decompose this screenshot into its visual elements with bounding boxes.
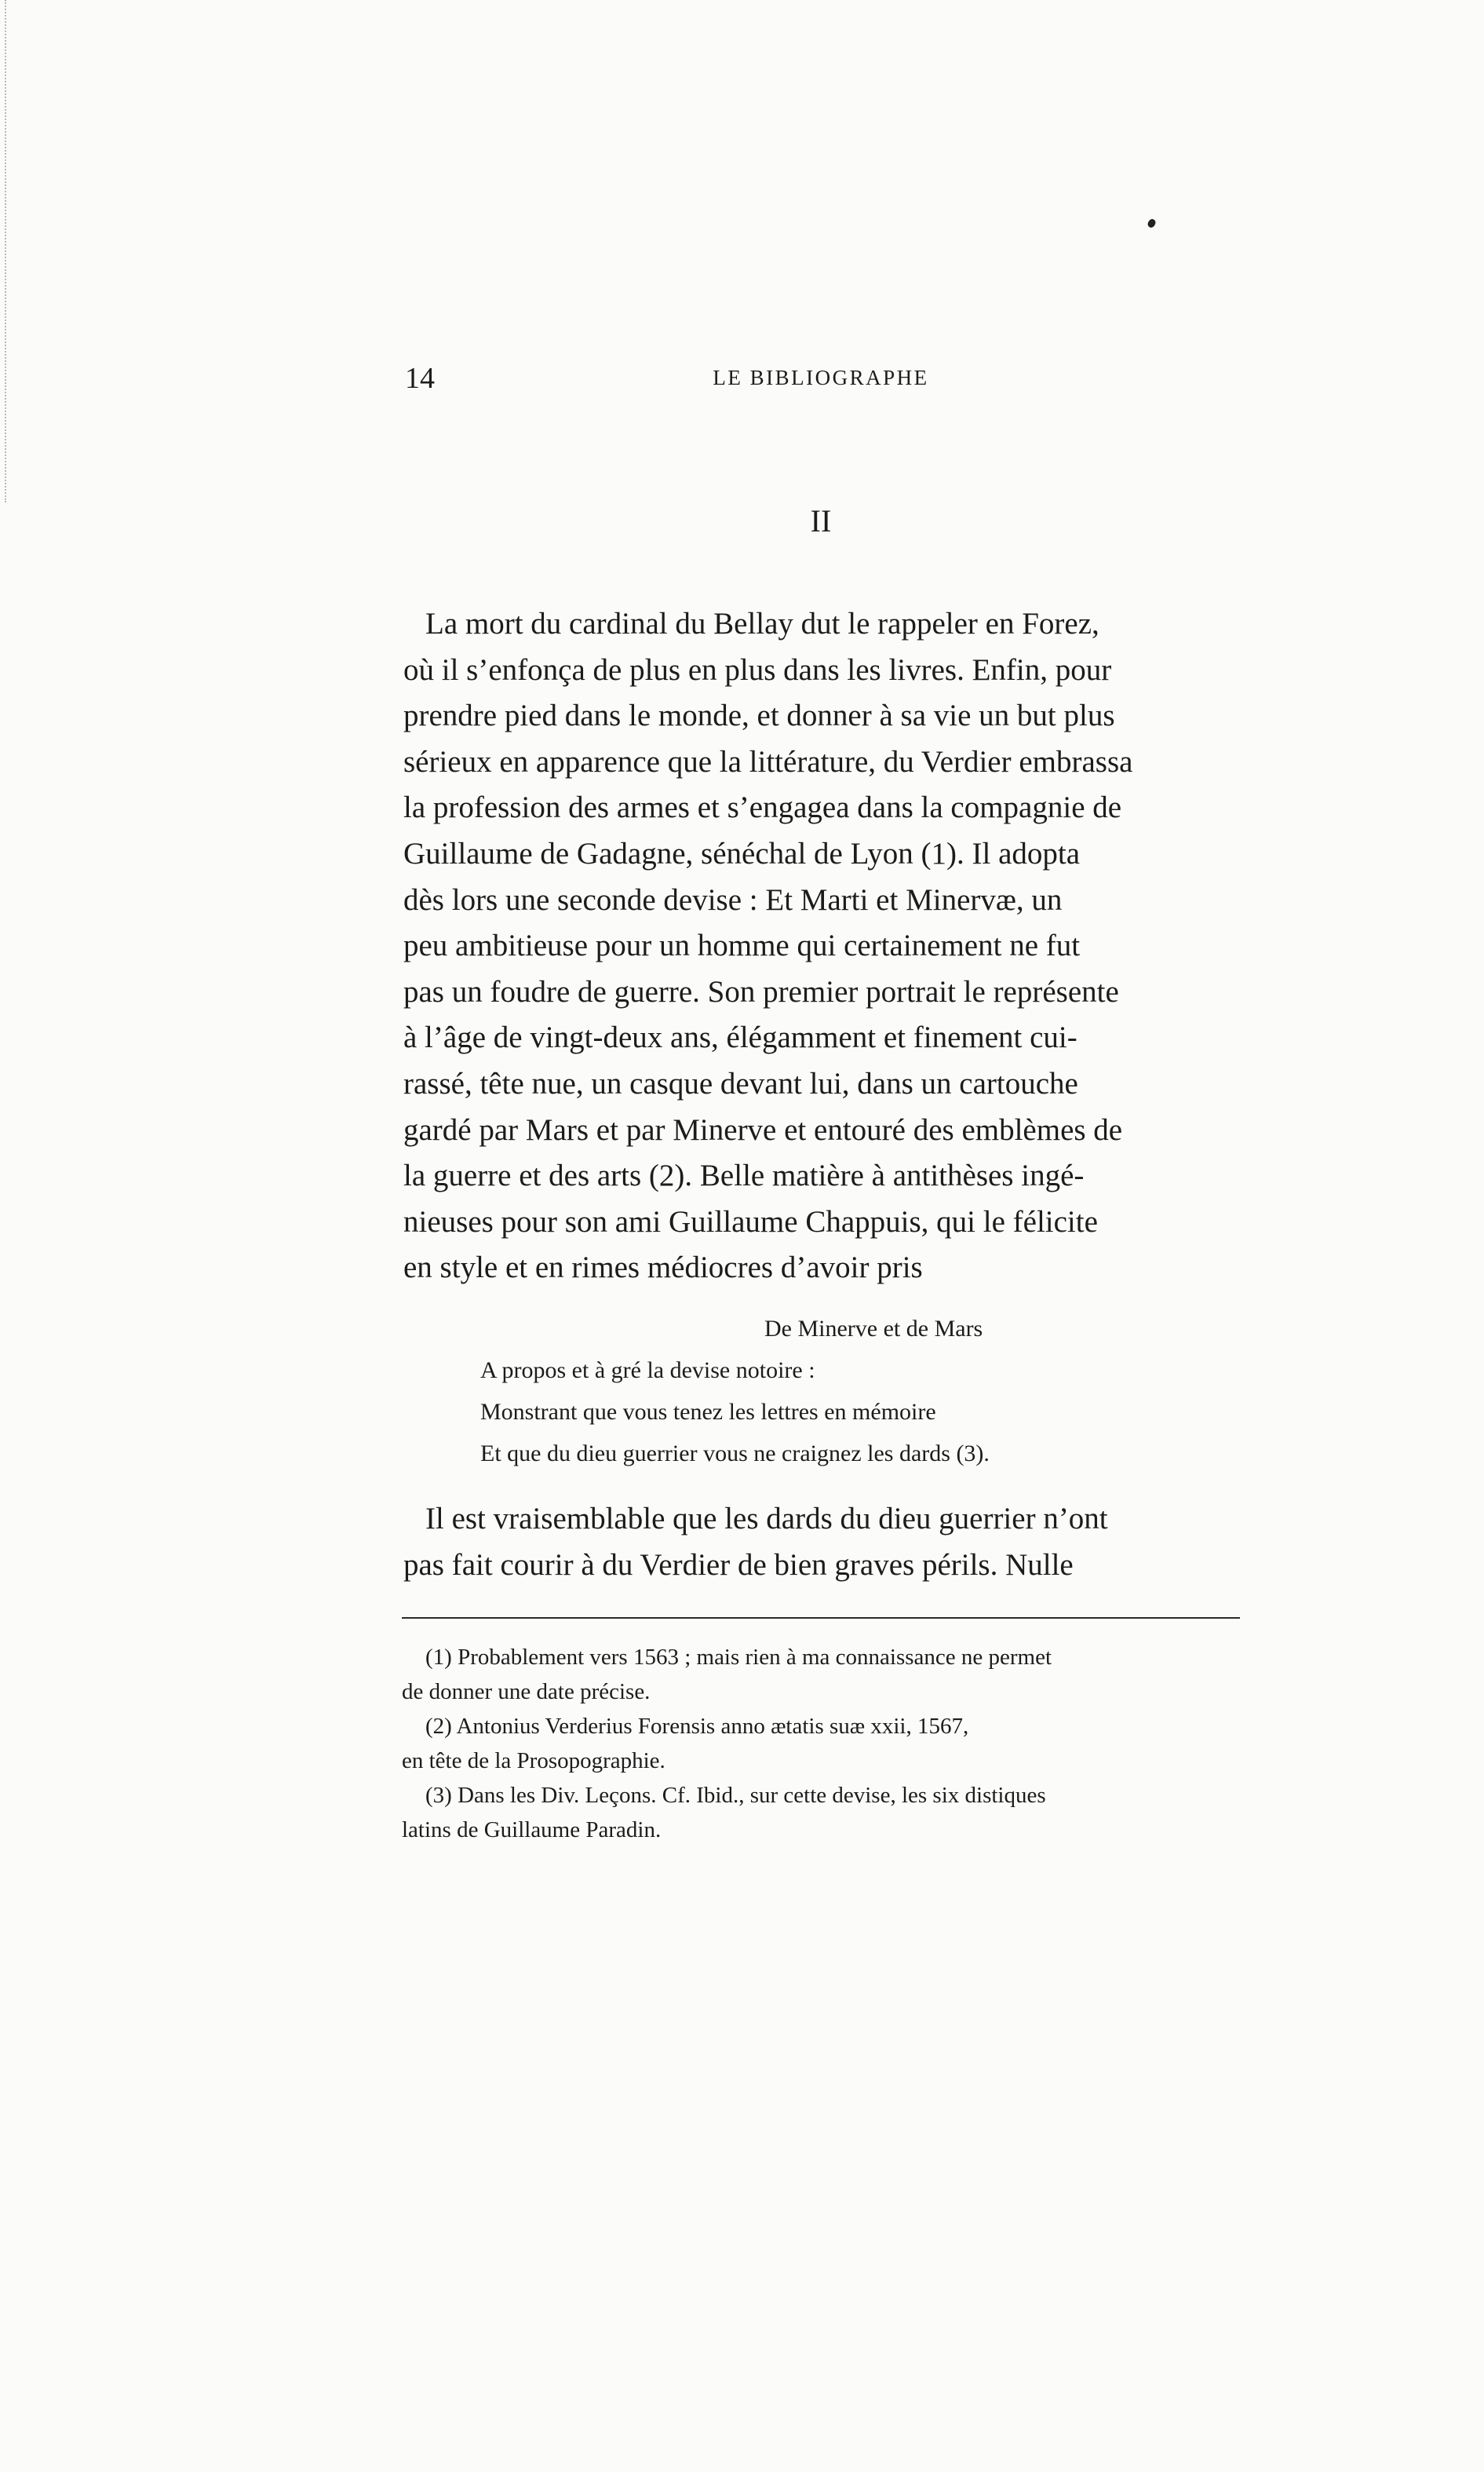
text-line: prendre pied dans le monde, et donner à sa vie un but plus xyxy=(403,699,1115,733)
footnote-rule xyxy=(402,1617,1240,1619)
page-number: 14 xyxy=(405,362,435,395)
verse-quote xyxy=(480,1308,1187,1474)
section-heading: II xyxy=(810,503,832,539)
paragraph-1 xyxy=(403,601,1240,1291)
text-line: la guerre et des arts (2). Belle matière à antithèses ingé- xyxy=(403,1159,1085,1193)
footnotes xyxy=(402,1640,1240,1847)
text-line: gardé par Mars et par Minerve et entouré des emblèmes de xyxy=(403,1112,1123,1147)
verse-line: Monstrant que vous tenez les lettres en mémoire xyxy=(480,1399,936,1425)
paragraph-2 xyxy=(403,1496,1240,1588)
verse-line: A propos et à gré la devise notoire : xyxy=(480,1357,815,1383)
verse-line: Et que du dieu guerrier vous ne craignez les dards (3). xyxy=(480,1440,990,1466)
text-line: à l’âge de vingt-deux ans, élégamment et finement cui- xyxy=(403,1021,1077,1055)
text-line: pas un foudre de guerre. Son premier portrait le représente xyxy=(403,974,1119,1009)
text-line: où il s’enfonça de plus en plus dans les livres. Enfin, pour xyxy=(403,652,1112,687)
text-line: pas fait courir à du Verdier de bien graves périls. Nulle xyxy=(403,1547,1074,1582)
footnote-2-line: en tête de la Prosopographie. xyxy=(402,1748,665,1773)
text-line: rassé, tête nue, un casque devant lui, dans un cartouche xyxy=(403,1066,1078,1101)
text-line: dès lors une seconde devise : Et Marti et Minervæ, un xyxy=(403,882,1063,917)
running-head: LE BIBLIOGRAPHE xyxy=(713,366,929,389)
text-line: peu ambitieuse pour un homme qui certainement ne fut xyxy=(403,929,1081,963)
text-line: La mort du cardinal du Bellay dut le rappeler en Forez, xyxy=(425,607,1099,641)
text-line: sérieux en apparence que la littérature, du Verdier embrassa xyxy=(403,744,1133,779)
footnote-3-line: latins de Guillaume Paradin. xyxy=(402,1817,662,1842)
text-line: la profession des armes et s’engagea dans la compagnie de xyxy=(403,791,1122,825)
text-line: nieuses pour son ami Guillaume Chappuis, qui le félicite xyxy=(403,1204,1098,1239)
text-line: en style et en rimes médiocres d’avoir pris xyxy=(403,1251,923,1285)
footnote-2-line: (2) Antonius Verderius Forensis anno ætatis suæ xxii, 1567, xyxy=(425,1714,969,1739)
verse-line: De Minerve et de Mars xyxy=(764,1316,983,1342)
footnote-3-line: (3) Dans les Div. Leçons. Cf. Ibid., sur cette devise, les six distiques xyxy=(425,1783,1046,1808)
ink-speck xyxy=(1147,217,1157,228)
text-line: Il est vraisemblable que les dards du dieu guerrier n’ont xyxy=(425,1502,1108,1535)
footnote-1-line: de donner une date précise. xyxy=(402,1679,651,1704)
text-line: Guillaume de Gadagne, sénéchal de Lyon (1). Il adopta xyxy=(403,836,1081,871)
page-edge-dots xyxy=(5,0,9,502)
footnote-1-line: (1) Probablement vers 1563 ; mais rien à ma connaissance ne permet xyxy=(425,1645,1052,1670)
